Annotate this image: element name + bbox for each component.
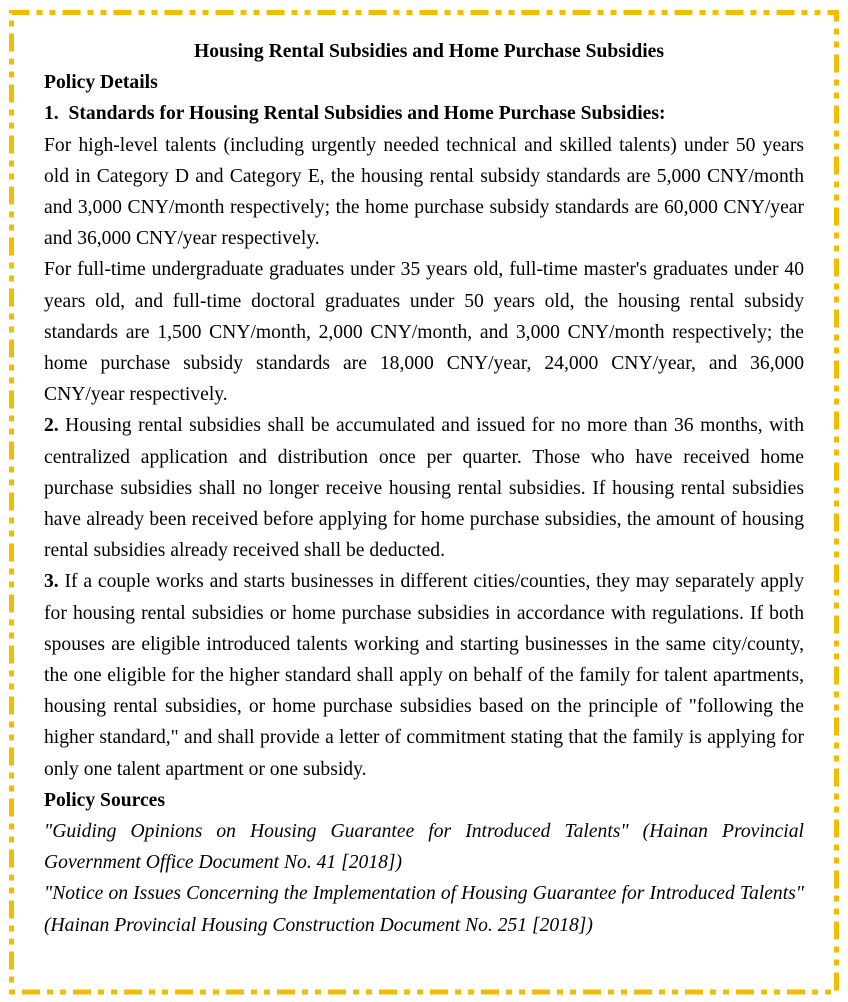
section-2 — [44, 410, 804, 566]
document-title: Housing Rental Subsidies and Home Purchase Subsidies — [193, 41, 664, 62]
section-2-text: Housing rental subsidies shall be accumulated and issued for no more than 36 months, with centralized application and distribution once per quarter. Those who have received home purchase subsidies shall no longer receive housing rental subsidies. If housing rental subsidies have already been received before applying for home purchase subsidies, the amount of housing rental subsidies already received shall be deducted. — [44, 415, 804, 562]
section-2-number: 2. — [44, 415, 59, 437]
policy-source-1: "Guiding Opinions on Housing Guarantee for Introduced Talents" (Hainan Provincial Government Office Document No. 41 [2018]) — [44, 821, 804, 874]
section-3-text: If a couple works and starts businesses in different cities/counties, they may separately apply for housing rental subsidies or home purchase subsidies in accordance with regulations. If both spouses are eligible introduced talents working and starting businesses in the same city/county, the one eligible for the higher standard shall apply on behalf of the family for talent apartments, housing rental subsidies, or home purchase subsidies based on the principle of "following the higher standard," and shall provide a letter of commitment stating that the family is applying for only one talent apartment or one subsidy. — [44, 571, 804, 780]
section-1-paragraph-2: For full-time undergraduate graduates under 35 years old, full-time master's graduates under 40 years old, and full-time doctoral graduates under 50 years old, the housing rental subsidy standards are 1,500 CNY/month, 2,000 CNY/month, and 3,000 CNY/month respectively; the home purchase subsidy standards are 18,000 CNY/year, 24,000 CNY/year, and 36,000 CNY/year respectively. — [44, 259, 804, 406]
policy-document — [44, 36, 804, 941]
policy-source-2: "Notice on Issues Concerning the Implementation of Housing Guarantee for Introduced Talents" (Hainan Provincial Housing Construction Document No. 251 [2018]) — [44, 883, 804, 936]
section-1-heading: 1. Standards for Housing Rental Subsidies and Home Purchase Subsidies: — [44, 103, 666, 125]
section-3-number: 3. — [44, 571, 59, 593]
section-1-paragraph-1: For high-level talents (including urgently needed technical and skilled talents) under 50 years old in Category D and Category E, the housing rental subsidy standards are 5,000 CNY/month and 3,000 CNY/month respectively; the home purchase subsidy standards are 60,000 CNY/year and 36,000 CNY/year respectively. — [44, 134, 804, 250]
policy-sources-heading: Policy Sources — [44, 789, 165, 811]
section-3 — [44, 566, 804, 784]
policy-details-heading: Policy Details — [44, 72, 158, 94]
